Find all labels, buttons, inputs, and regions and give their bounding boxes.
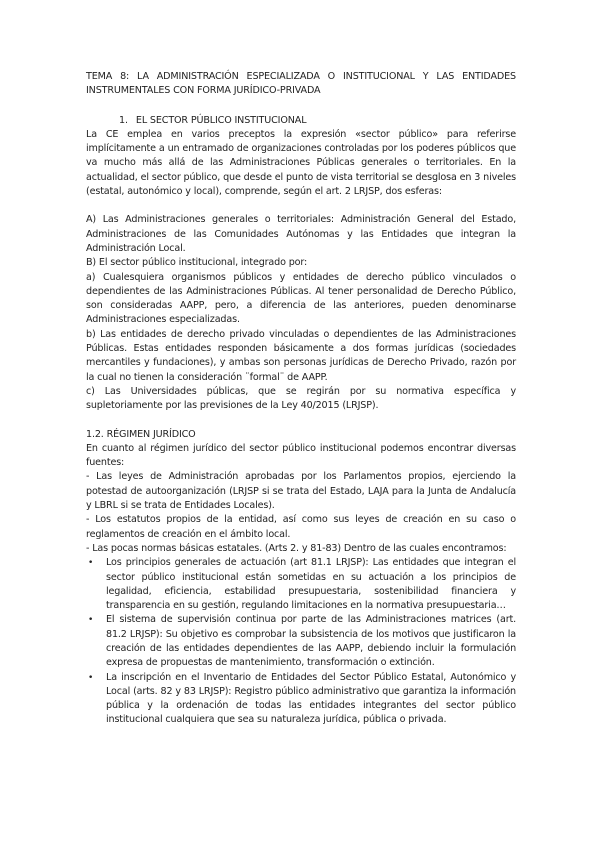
source-1-paragraph: - Las leyes de Administración aprobadas por los Parlamentos propios, ejerciendo la potestad de autoorganización (LRJSP si se trata del Estado, LAJA para la Junta de Andalucía y LBRL si se trata de Entidades Locales).	[86, 471, 516, 512]
list-item	[86, 671, 516, 728]
bullet-icon: •	[88, 615, 94, 626]
list-item-text: Los principios generales de actuación (art 81.1 LRJSP): Las entidades que integran el sector público institucional están sometidas en su actuación a los principios de legalidad, eficiencia, estabilidad presupuestaria, sostenibilidad financiera y transparencia en su gestión, regulando limitaciones en la normativa presupuestaria…	[106, 557, 516, 612]
basic-norms-list	[86, 556, 516, 728]
sphere-a-paragraph: A) Las Administraciones generales o territoriales: Administración General del Estado, Administraciones de las Comunidades Autónomas y las Entidades que integran la Administración Local.	[86, 214, 516, 254]
item-b-paragraph: b) Las entidades de derecho privado vinculadas o dependientes de las Administraciones Públicas. Estas entidades responden básicamente a dos formas jurídicas (sociedades mercantiles y fundaciones), y ambas son personas jurídicas de Derecho Privado, razón por la cual no tienen la consideración ¨formal¨ de AAPP.	[86, 328, 516, 383]
bullet-icon: •	[88, 558, 94, 569]
section-1-2-heading: 1.2. RÉGIMEN JURÍDICO	[86, 428, 196, 440]
spacer	[86, 199, 516, 213]
source-2-paragraph: - Los estatutos propios de la entidad, así como sus leyes de creación en su caso o reglamentos de creación en el ámbito local.	[86, 514, 516, 540]
section-1-title: EL SECTOR PÚBLICO INSTITUCIONAL	[135, 114, 307, 126]
document-title: TEMA 8: LA ADMINISTRACIÓN ESPECIALIZADA O INSTITUCIONAL Y LAS ENTIDADES INSTRUMENTALES CON FORMA JURÍDICO-PRIVADA	[86, 71, 516, 97]
item-a-paragraph: a) Cualesquiera organismos públicos y entidades de derecho público vinculados o dependientes de las Administraciones Públicas. Al tener personalidad de Derecho Público, son consideradas AAPP, pero, a diferencia de las anteriores, pueden denominarse Administraciones especializadas.	[86, 271, 516, 326]
spacer	[86, 99, 516, 114]
source-3-paragraph: - Las pocas normas básicas estatales. (Arts 2. y 81-83) Dentro de las cuales encontramos:	[86, 542, 507, 554]
section-1-number: 1.	[119, 114, 128, 126]
bullet-icon: •	[88, 672, 94, 683]
item-c-paragraph: c) Las Universidades públicas, que se regirán por su normativa específica y supletoriamente por las previsiones de la Ley 40/2015 (LRJSP).	[86, 385, 516, 412]
spacer	[86, 414, 516, 428]
section-1-intro: La CE emplea en varios preceptos la expresión «sector público» para referirse implícitamente a un entramado de organizaciones controladas por los poderes públicos que va mucho más allá de las Administraciones Públicas generales o territoriales. En la actualidad, el sector público, que desde el punto de vista territorial se desglosa en 3 niveles (estatal, autonómico y local), comprende, según el art. 2 LRJSP, dos esferas:	[86, 128, 516, 198]
section-1-heading	[86, 114, 516, 128]
list-item-text: La inscripción en el Inventario de Entidades del Sector Público Estatal, Autonómico y Local (arts. 82 y 83 LRJSP): Registro público administrativo que garantiza la información pública y la ordenación de todas las entidades integrantes del sector público institucional cualquiera que sea su naturaleza jurídica, pública o privada.	[106, 671, 516, 726]
document-page	[86, 70, 516, 728]
list-item	[86, 556, 516, 613]
sphere-b-paragraph: B) El sector público institucional, integrado por:	[86, 257, 308, 269]
list-item-text: El sistema de supervisión continua por parte de las Administraciones matrices (art. 81.2 LRJSP): Su objetivo es comprobar la subsistencia de los motivos que justificaron la creación de las entidades dependientes de las AAPP, debiendo incluir la formulación expresa de propuestas de mantenimiento, transformación o extinción.	[106, 614, 516, 669]
list-item	[86, 613, 516, 670]
section-1-2-intro: En cuanto al régimen jurídico del sector público institucional podemos encontrar diversas fuentes:	[86, 442, 516, 469]
